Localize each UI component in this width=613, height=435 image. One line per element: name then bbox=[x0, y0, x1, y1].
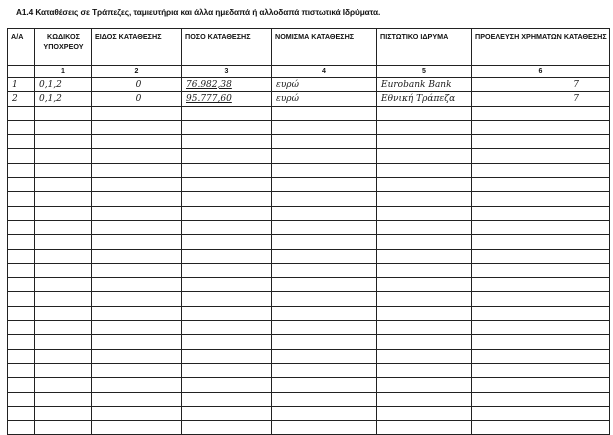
aa-cell bbox=[8, 206, 35, 220]
bank-cell bbox=[377, 263, 472, 277]
code-cell bbox=[35, 392, 92, 406]
code-cell bbox=[35, 178, 92, 192]
column-number: 6 bbox=[472, 66, 610, 78]
type-cell bbox=[92, 178, 182, 192]
code-cell bbox=[35, 321, 92, 335]
code-cell bbox=[35, 349, 92, 363]
empty-row bbox=[8, 321, 610, 335]
origin-cell bbox=[472, 363, 610, 377]
table-row bbox=[8, 92, 610, 106]
column-number: 4 bbox=[272, 66, 377, 78]
amount-cell bbox=[182, 220, 272, 234]
type-cell bbox=[92, 321, 182, 335]
origin-cell bbox=[472, 106, 610, 120]
currency-cell bbox=[272, 192, 377, 206]
code-cell bbox=[35, 249, 92, 263]
empty-row bbox=[8, 306, 610, 320]
origin-cell bbox=[472, 421, 610, 435]
code-cell bbox=[35, 363, 92, 377]
aa-cell bbox=[8, 349, 35, 363]
type-cell bbox=[92, 335, 182, 349]
bank-cell bbox=[377, 349, 472, 363]
aa-cell bbox=[8, 321, 35, 335]
empty-row bbox=[8, 278, 610, 292]
currency-cell bbox=[272, 292, 377, 306]
amount-cell bbox=[182, 363, 272, 377]
origin-cell bbox=[472, 321, 610, 335]
currency-cell bbox=[272, 392, 377, 406]
code-cell bbox=[35, 206, 92, 220]
origin-cell: 7 bbox=[472, 92, 610, 106]
code-cell bbox=[35, 220, 92, 234]
origin-cell bbox=[472, 178, 610, 192]
column-header-currency: ΝΟΜΙΣΜΑ ΚΑΤΑΘΕΣΗΣ bbox=[272, 29, 377, 66]
amount-cell bbox=[182, 135, 272, 149]
type-cell: 0 bbox=[92, 78, 182, 92]
table-row bbox=[8, 78, 610, 92]
type-cell bbox=[92, 363, 182, 377]
currency-cell bbox=[272, 421, 377, 435]
origin-cell bbox=[472, 378, 610, 392]
type-cell bbox=[92, 120, 182, 134]
currency-cell bbox=[272, 220, 377, 234]
code-cell bbox=[35, 335, 92, 349]
amount-cell bbox=[182, 349, 272, 363]
aa-cell bbox=[8, 378, 35, 392]
amount-cell bbox=[182, 263, 272, 277]
type-cell bbox=[92, 378, 182, 392]
currency-cell bbox=[272, 178, 377, 192]
amount-cell bbox=[182, 120, 272, 134]
empty-row bbox=[8, 406, 610, 420]
empty-row bbox=[8, 263, 610, 277]
empty-row bbox=[8, 149, 610, 163]
origin-cell bbox=[472, 235, 610, 249]
aa-cell bbox=[8, 363, 35, 377]
empty-row bbox=[8, 349, 610, 363]
type-cell bbox=[92, 349, 182, 363]
code-cell bbox=[35, 163, 92, 177]
aa-cell bbox=[8, 306, 35, 320]
code-cell bbox=[35, 263, 92, 277]
bank-cell bbox=[377, 249, 472, 263]
type-cell bbox=[92, 135, 182, 149]
amount-cell bbox=[182, 306, 272, 320]
amount-cell: 76.982,38 bbox=[182, 78, 272, 92]
type-cell: 0 bbox=[92, 92, 182, 106]
origin-cell bbox=[472, 249, 610, 263]
bank-cell bbox=[377, 392, 472, 406]
amount-cell bbox=[182, 178, 272, 192]
empty-row bbox=[8, 178, 610, 192]
amount-cell bbox=[182, 421, 272, 435]
section-title: A1.4 Καταθέσεις σε Τράπεζες, ταμιευτήρια και άλλα ημεδαπά ή αλλοδαπά πιστωτικά Ιδρύματα. bbox=[16, 7, 381, 17]
bank-cell bbox=[377, 220, 472, 234]
amount-cell bbox=[182, 378, 272, 392]
column-number: 5 bbox=[377, 66, 472, 78]
currency-cell bbox=[272, 135, 377, 149]
column-number: 1 bbox=[35, 66, 92, 78]
origin-cell bbox=[472, 163, 610, 177]
amount-cell bbox=[182, 278, 272, 292]
empty-row bbox=[8, 206, 610, 220]
type-cell bbox=[92, 149, 182, 163]
origin-cell bbox=[472, 406, 610, 420]
code-cell bbox=[35, 120, 92, 134]
empty-row bbox=[8, 249, 610, 263]
code-cell bbox=[35, 235, 92, 249]
code-cell bbox=[35, 106, 92, 120]
origin-cell bbox=[472, 263, 610, 277]
currency-cell bbox=[272, 120, 377, 134]
type-cell bbox=[92, 421, 182, 435]
empty-row bbox=[8, 421, 610, 435]
type-cell bbox=[92, 292, 182, 306]
origin-cell bbox=[472, 206, 610, 220]
aa-cell bbox=[8, 249, 35, 263]
type-cell bbox=[92, 163, 182, 177]
currency-cell: ευρώ bbox=[272, 78, 377, 92]
origin-cell: 7 bbox=[472, 78, 610, 92]
currency-cell bbox=[272, 406, 377, 420]
code-cell bbox=[35, 278, 92, 292]
aa-cell bbox=[8, 220, 35, 234]
column-header-bank: ΠΙΣΤΩΤΙΚΟ ΙΔΡΥΜΑ bbox=[377, 29, 472, 66]
amount-cell bbox=[182, 235, 272, 249]
type-cell bbox=[92, 206, 182, 220]
currency-cell bbox=[272, 321, 377, 335]
aa-cell bbox=[8, 149, 35, 163]
type-cell bbox=[92, 106, 182, 120]
bank-cell bbox=[377, 235, 472, 249]
currency-cell bbox=[272, 163, 377, 177]
empty-row bbox=[8, 106, 610, 120]
bank-cell bbox=[377, 363, 472, 377]
origin-cell bbox=[472, 292, 610, 306]
currency-cell bbox=[272, 278, 377, 292]
currency-cell: ευρώ bbox=[272, 92, 377, 106]
empty-row bbox=[8, 392, 610, 406]
code-cell bbox=[35, 406, 92, 420]
amount-cell bbox=[182, 206, 272, 220]
bank-cell bbox=[377, 149, 472, 163]
empty-row bbox=[8, 220, 610, 234]
origin-cell bbox=[472, 306, 610, 320]
code-cell bbox=[35, 421, 92, 435]
column-number: 2 bbox=[92, 66, 182, 78]
bank-cell bbox=[377, 406, 472, 420]
currency-cell bbox=[272, 349, 377, 363]
aa-cell: 2 bbox=[8, 92, 35, 106]
amount-cell bbox=[182, 106, 272, 120]
code-cell bbox=[35, 149, 92, 163]
origin-cell bbox=[472, 335, 610, 349]
type-cell bbox=[92, 392, 182, 406]
origin-cell bbox=[472, 120, 610, 134]
aa-cell bbox=[8, 263, 35, 277]
bank-cell bbox=[377, 206, 472, 220]
type-cell bbox=[92, 406, 182, 420]
type-cell bbox=[92, 263, 182, 277]
aa-cell bbox=[8, 392, 35, 406]
currency-cell bbox=[272, 306, 377, 320]
type-cell bbox=[92, 235, 182, 249]
amount-cell: 95.777,60 bbox=[182, 92, 272, 106]
bank-cell bbox=[377, 106, 472, 120]
column-header-type: ΕΙΔΟΣ ΚΑΤΑΘΕΣΗΣ bbox=[92, 29, 182, 66]
bank-cell bbox=[377, 306, 472, 320]
empty-row bbox=[8, 378, 610, 392]
column-header-aa: Α/Α bbox=[8, 29, 35, 66]
type-cell bbox=[92, 278, 182, 292]
currency-cell bbox=[272, 335, 377, 349]
empty-row bbox=[8, 120, 610, 134]
empty-row bbox=[8, 163, 610, 177]
bank-cell bbox=[377, 135, 472, 149]
type-cell bbox=[92, 192, 182, 206]
column-header-origin: ΠΡΟΕΛΕΥΣΗ ΧΡΗΜΑΤΩΝ ΚΑΤΑΘΕΣΗΣ bbox=[472, 29, 610, 66]
amount-cell bbox=[182, 163, 272, 177]
column-header-amount: ΠΟΣΟ ΚΑΤΑΘΕΣΗΣ bbox=[182, 29, 272, 66]
aa-cell bbox=[8, 192, 35, 206]
bank-cell bbox=[377, 335, 472, 349]
code-cell bbox=[35, 306, 92, 320]
amount-cell bbox=[182, 392, 272, 406]
currency-cell bbox=[272, 235, 377, 249]
currency-cell bbox=[272, 263, 377, 277]
aa-cell bbox=[8, 106, 35, 120]
currency-cell bbox=[272, 249, 377, 263]
column-header-code: ΚΩΔΙΚΟΣ ΥΠΟΧΡΕΟΥ bbox=[35, 29, 92, 66]
empty-row bbox=[8, 135, 610, 149]
amount-cell bbox=[182, 321, 272, 335]
column-number-row bbox=[8, 66, 610, 78]
column-number bbox=[8, 66, 35, 78]
currency-cell bbox=[272, 149, 377, 163]
origin-cell bbox=[472, 135, 610, 149]
origin-cell bbox=[472, 278, 610, 292]
bank-cell bbox=[377, 292, 472, 306]
aa-cell bbox=[8, 135, 35, 149]
bank-cell bbox=[377, 421, 472, 435]
code-cell: 0,1,2 bbox=[35, 92, 92, 106]
amount-cell bbox=[182, 149, 272, 163]
currency-cell bbox=[272, 206, 377, 220]
aa-cell bbox=[8, 292, 35, 306]
column-number: 3 bbox=[182, 66, 272, 78]
aa-cell: 1 bbox=[8, 78, 35, 92]
aa-cell bbox=[8, 406, 35, 420]
empty-row bbox=[8, 235, 610, 249]
type-cell bbox=[92, 220, 182, 234]
origin-cell bbox=[472, 220, 610, 234]
aa-cell bbox=[8, 178, 35, 192]
amount-cell bbox=[182, 292, 272, 306]
currency-cell bbox=[272, 363, 377, 377]
type-cell bbox=[92, 249, 182, 263]
empty-row bbox=[8, 292, 610, 306]
origin-cell bbox=[472, 392, 610, 406]
aa-cell bbox=[8, 335, 35, 349]
aa-cell bbox=[8, 235, 35, 249]
amount-cell bbox=[182, 335, 272, 349]
bank-cell: Εθνική Τράπεζα bbox=[377, 92, 472, 106]
bank-cell bbox=[377, 192, 472, 206]
currency-cell bbox=[272, 106, 377, 120]
bank-cell: Eurobank Bank bbox=[377, 78, 472, 92]
amount-cell bbox=[182, 192, 272, 206]
empty-row bbox=[8, 335, 610, 349]
empty-row bbox=[8, 192, 610, 206]
bank-cell bbox=[377, 163, 472, 177]
bank-cell bbox=[377, 278, 472, 292]
bank-cell bbox=[377, 178, 472, 192]
code-cell: 0,1,2 bbox=[35, 78, 92, 92]
empty-row bbox=[8, 363, 610, 377]
aa-cell bbox=[8, 278, 35, 292]
aa-cell bbox=[8, 421, 35, 435]
bank-cell bbox=[377, 321, 472, 335]
aa-cell bbox=[8, 120, 35, 134]
deposits-table bbox=[7, 28, 610, 435]
type-cell bbox=[92, 306, 182, 320]
currency-cell bbox=[272, 378, 377, 392]
aa-cell bbox=[8, 163, 35, 177]
code-cell bbox=[35, 192, 92, 206]
header-row bbox=[8, 29, 610, 66]
code-cell bbox=[35, 135, 92, 149]
origin-cell bbox=[472, 349, 610, 363]
bank-cell bbox=[377, 378, 472, 392]
amount-cell bbox=[182, 406, 272, 420]
bank-cell bbox=[377, 120, 472, 134]
code-cell bbox=[35, 292, 92, 306]
code-cell bbox=[35, 378, 92, 392]
origin-cell bbox=[472, 192, 610, 206]
amount-cell bbox=[182, 249, 272, 263]
origin-cell bbox=[472, 149, 610, 163]
